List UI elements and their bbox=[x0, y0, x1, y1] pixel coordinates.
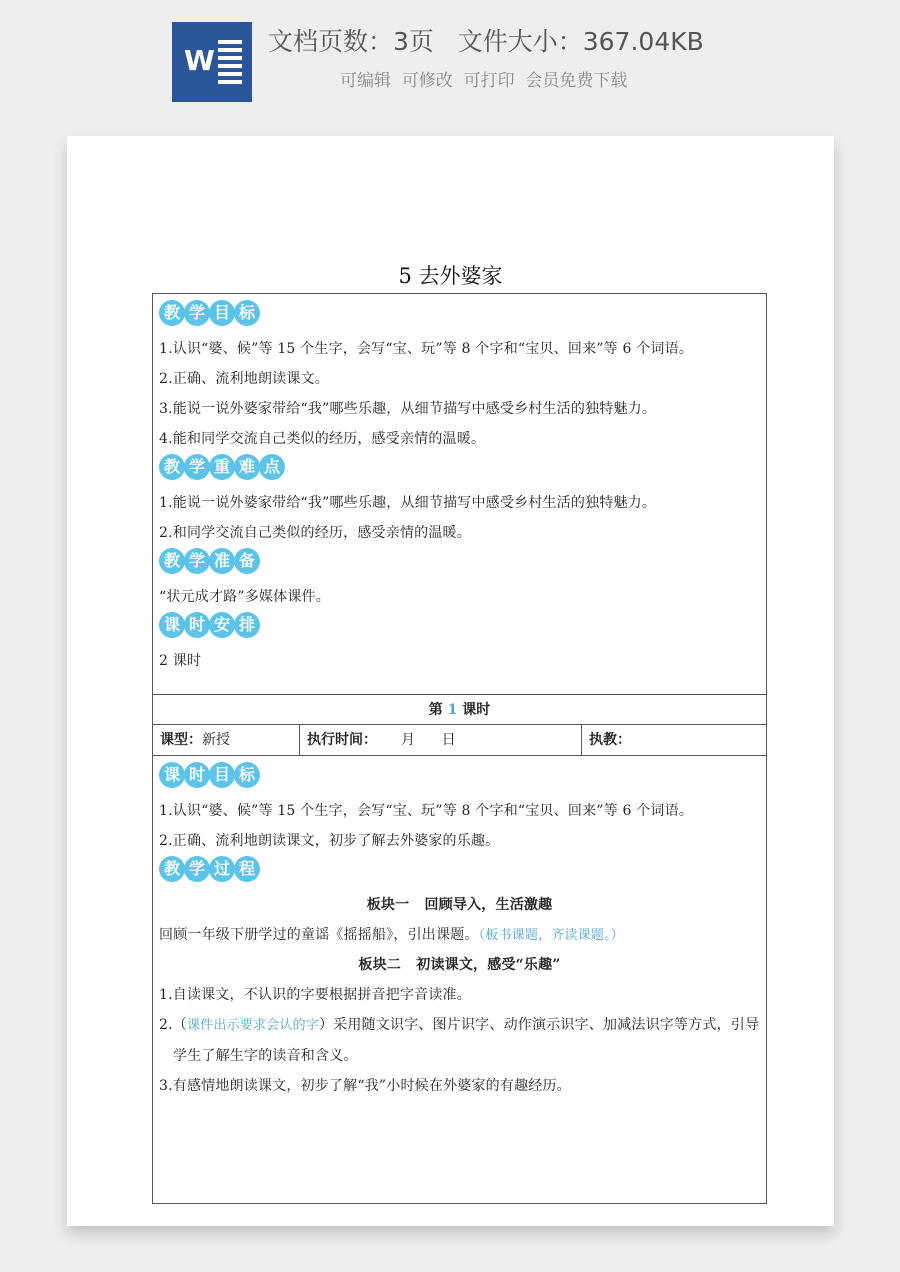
key-point-item: 2.和同学交流自己类似的经历，感受亲情的温暖。 bbox=[159, 525, 471, 541]
block1-note: （板书课题，齐读课题。） bbox=[478, 928, 625, 943]
execution-time-cell: 执行时间： 月 日 bbox=[300, 725, 582, 755]
lesson-goals-badge: 课 时 目 标 bbox=[159, 762, 760, 792]
lesson-number-row: 第 1 课时 bbox=[153, 695, 766, 725]
preparation-badge: 教 学 准 备 bbox=[159, 548, 760, 578]
objective-item: 1.认识“婆、候”等 15 个生字，会写“宝、玩”等 8 个字和“宝贝、回来”等 6 个词语。 bbox=[159, 341, 694, 357]
download-banner bbox=[0, 0, 900, 115]
block1-title: 板块一 回顾导入，生活激趣 bbox=[366, 897, 553, 913]
lesson-number: 1 bbox=[447, 702, 458, 718]
step-1: 1.自读课文，不认识的字要根据拼音把字音读准。 bbox=[159, 987, 471, 1003]
word-doc-icon bbox=[172, 22, 252, 102]
key-point-item: 1.能说一说外婆家带给“我”哪些乐趣，从细节描写中感受乡村生活的独特魅力。 bbox=[159, 495, 657, 511]
banner-title: 文档页数：3页 文件大小：367.04KB bbox=[268, 27, 704, 56]
process-badge: 教 学 过 程 bbox=[159, 856, 760, 886]
lesson-info-row bbox=[153, 725, 766, 756]
schedule-text: 2 课时 bbox=[159, 653, 202, 669]
block1-text: 回顾一年级下册学过的童谣《摇摇船》，引出课题。（板书课题，齐读课题。） bbox=[159, 927, 625, 943]
objective-item: 3.能说一说外婆家带给“我”哪些乐趣，从细节描写中感受乡村生活的独特魅力。 bbox=[159, 401, 657, 417]
objective-item: 2.正确、流利地朗读课文。 bbox=[159, 371, 329, 387]
word-icon-letter: W bbox=[184, 44, 215, 77]
document-title: 5 去外婆家 bbox=[398, 264, 503, 288]
lesson-goal-item: 1.认识“婆、候”等 15 个生字，会写“宝、玩”等 8 个字和“宝贝、回来”等 6 个词语。 bbox=[159, 803, 694, 819]
schedule-badge: 课 时 安 排 bbox=[159, 612, 760, 642]
step-2-note: 课件出示要求会认的字 bbox=[186, 1018, 319, 1033]
key-points-badge: 教 学 重 难 点 bbox=[159, 454, 760, 484]
lesson-section bbox=[153, 756, 766, 1203]
step-2: 2.（课件出示要求会认的字）采用随文识字、图片识字、动作演示识字、加减法识字等方式，引导学生了解生字的读音和含义。 bbox=[159, 1017, 760, 1064]
lesson-type-cell: 课型：新授 bbox=[153, 725, 300, 755]
overview-section bbox=[153, 294, 766, 695]
lesson-plan-table bbox=[152, 293, 767, 1204]
objectives-badge: 教 学 目 标 bbox=[159, 300, 760, 330]
banner-subtitle: 可编辑 可修改 可打印 会员免费下载 bbox=[340, 71, 628, 91]
lesson-goal-item: 2.正确、流利地朗读课文，初步了解去外婆家的乐趣。 bbox=[159, 833, 500, 849]
teacher-cell: 执教： bbox=[589, 732, 631, 748]
block2-title: 板块二 初读课文，感受“乐趣” bbox=[358, 957, 561, 973]
step-3: 3.有感情地朗读课文，初步了解“我”小时候在外婆家的有趣经历。 bbox=[159, 1078, 571, 1094]
document-page bbox=[67, 136, 834, 1226]
objective-item: 4.能和同学交流自己类似的经历，感受亲情的温暖。 bbox=[159, 431, 486, 447]
preparation-text: “状元成才路”多媒体课件。 bbox=[159, 589, 330, 605]
